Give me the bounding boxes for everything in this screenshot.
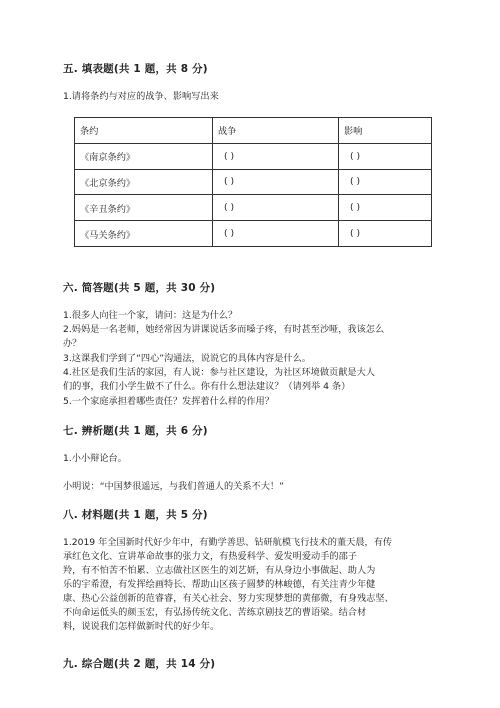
table-row	[75, 195, 432, 221]
section-6-title: 六. 简答题(共 5 题，共 30 分)	[63, 282, 216, 294]
section-6-question-1: 1.很多人向往一个家，请问：这是为什么？	[63, 310, 238, 321]
table-header-row	[75, 118, 432, 144]
war-blank[interactable]: ( )	[213, 143, 339, 169]
treaty-name: 《马关条约》	[75, 221, 213, 247]
table-row	[75, 221, 432, 247]
war-blank[interactable]: ( )	[213, 221, 339, 247]
section-5-title: 五. 填表题(共 1 题，共 8 分)	[63, 63, 208, 75]
section-6-question-4-line-2: 们的事，我们小学生做不了什么。你有什么想法建议？（请列举 4 条）	[63, 381, 351, 392]
section-8-title: 八. 材料题(共 1 题，共 5 分)	[63, 509, 208, 521]
table-row	[75, 143, 432, 169]
table-row	[75, 169, 432, 195]
section-7-statement: 小明说：“中国梦很遥远，与我们普通人的关系不大！”	[63, 481, 284, 492]
treaty-table	[74, 117, 432, 247]
section-6-question-5: 5.一个家庭承担着哪些责任？发挥着什么样的作用？	[63, 396, 274, 407]
section-6-question-4-line-1: 4.社区是我们生活的家园，有人说：参与社区建设，为社区环境做贡献是大人	[63, 367, 375, 378]
treaty-name: 《南京条约》	[75, 143, 213, 169]
section-6-question-2-line-1: 2.妈妈是一名老师，她经常因为讲课说话多而嗓子疼，有时甚至沙哑，我该怎么	[63, 324, 385, 335]
war-blank[interactable]: ( )	[213, 195, 339, 221]
section-8-line: 1.2019 年全国新时代好少年中，有勤学善思、钻研航模飞行技术的董天晨，有传	[63, 537, 393, 548]
header-war: 战争	[213, 118, 339, 144]
section-7-question-1: 1.小小辩论台。	[63, 453, 127, 464]
treaty-name: 《辛丑条约》	[75, 195, 213, 221]
section-8-line: 料，说说我们怎样做新时代的好少年。	[63, 621, 220, 632]
section-5-question-1: 1.请将条约与对应的战争、影响写出来	[63, 91, 219, 102]
impact-blank[interactable]: ( )	[339, 169, 432, 195]
section-6-question-3: 3.这课我们学到了“四心”沟通法，说说它的具体内容是什么。	[63, 353, 311, 364]
section-8-line: 乐的宇希澄，有发挥绘画特长、帮助山区孩子圆梦的林峻德，有关注青少年健	[63, 579, 376, 590]
header-treaty: 条约	[75, 118, 213, 144]
impact-blank[interactable]: ( )	[339, 221, 432, 247]
section-7-title: 七. 辨析题(共 1 题，共 6 分)	[63, 425, 208, 437]
section-6-question-2-line-2: 办？	[63, 338, 82, 349]
impact-blank[interactable]: ( )	[339, 195, 432, 221]
header-impact: 影响	[339, 118, 432, 144]
treaty-name: 《北京条约》	[75, 169, 213, 195]
section-8-line: 承红色文化、宣讲革命故事的张力文，有热爱科学、爱发明爱动手的邵子	[63, 551, 357, 562]
section-8-line: 康、热心公益创新的范睿睿，有关心社会、努力实现梦想的黄郁微，有身残志坚、	[63, 593, 394, 604]
section-8-line: 羚，有不怕苦不怕累、立志做社区医生的刘艺妍，有从身边小事做起、助人为	[63, 565, 376, 576]
impact-blank[interactable]: ( )	[339, 143, 432, 169]
section-8-line: 不向命运低头的颜玉宏，有弘扬传统文化、苦练京剧技艺的曹语梁。结合材	[63, 607, 367, 618]
section-9-title: 九. 综合题(共 2 题，共 14 分)	[63, 658, 216, 670]
war-blank[interactable]: ( )	[213, 169, 339, 195]
